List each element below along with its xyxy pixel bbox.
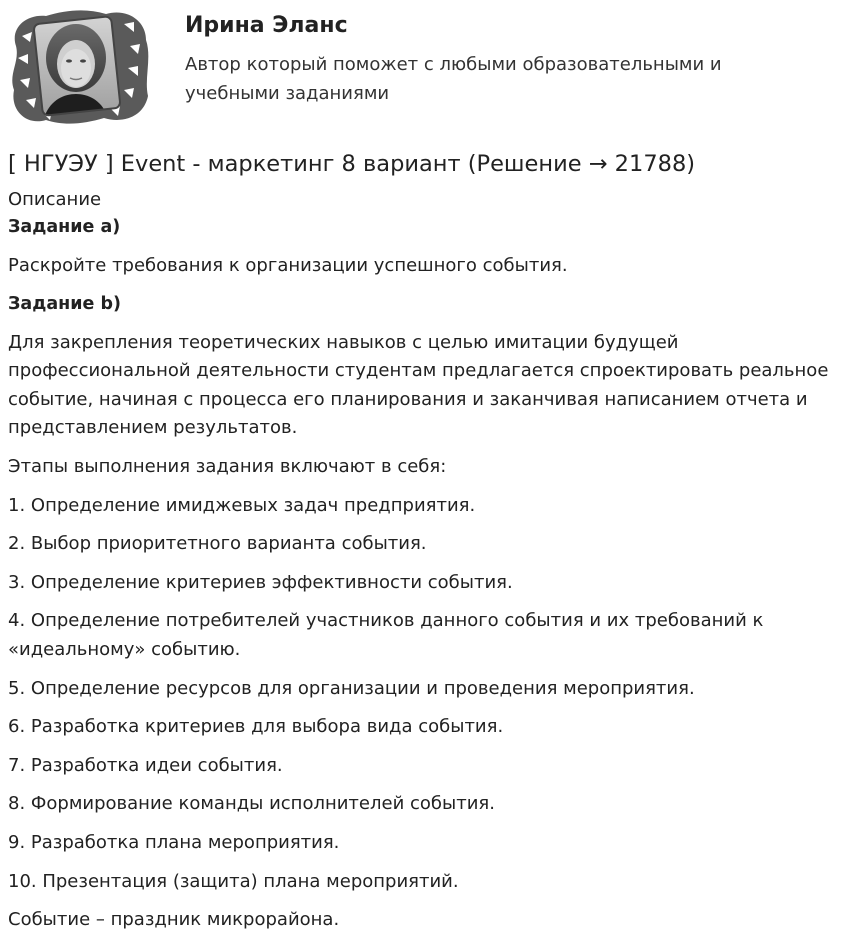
stages-intro: Этапы выполнения задания включают в себя: — [8, 455, 447, 477]
description-label: Описание — [8, 189, 102, 210]
event-line: Событие – праздник микрорайона. — [8, 909, 340, 931]
task-a-heading: Задание a) — [8, 217, 121, 237]
document-body — [8, 186, 838, 935]
author-description: Автор который поможет с любыми образовательными и учебными заданиями — [185, 54, 722, 104]
stage-item: 5. Определение ресурсов для организации и проведения мероприятия. — [8, 677, 695, 699]
task-a-text: Раскройте требования к организации успешного события. — [8, 255, 568, 276]
stage-item: 8. Формирование команды исполнителей события. — [8, 793, 495, 815]
stage-item: 4. Определение потребителей участников данного события и их требований к «идеальному» событию. — [8, 610, 764, 660]
stage-item: 6. Разработка критериев для выбора вида события. — [8, 716, 504, 738]
stage-item: 1. Определение имиджевых задач предприятия. — [8, 494, 476, 516]
page-title: [ НГУЭУ ] Event - маркетинг 8 вариант (Решение → 21788) — [8, 151, 696, 177]
task-b-heading: Задание b) — [8, 293, 122, 314]
film-frame-avatar-icon — [6, 6, 151, 126]
author-header — [0, 0, 847, 130]
stage-item: 7. Разработка идеи события. — [8, 754, 283, 776]
task-b-text: Для закрепления теоретических навыков с целью имитации будущей профессиональной деятельности студентам предлагается спроектировать реальное событие, начиная с процесса его планирования и заканчивая написанием отчета и представлением результатов. — [8, 331, 829, 439]
stage-item: 2. Выбор приоритетного варианта события. — [8, 533, 427, 555]
avatar[interactable] — [6, 6, 151, 126]
stage-item: 9. Разработка плана мероприятия. — [8, 831, 340, 853]
stage-item: 10. Презентация (защита) плана мероприятий. — [8, 870, 459, 892]
stage-item: 3. Определение критериев эффективности события. — [8, 571, 513, 593]
author-name[interactable]: Ирина Эланс — [185, 13, 348, 38]
